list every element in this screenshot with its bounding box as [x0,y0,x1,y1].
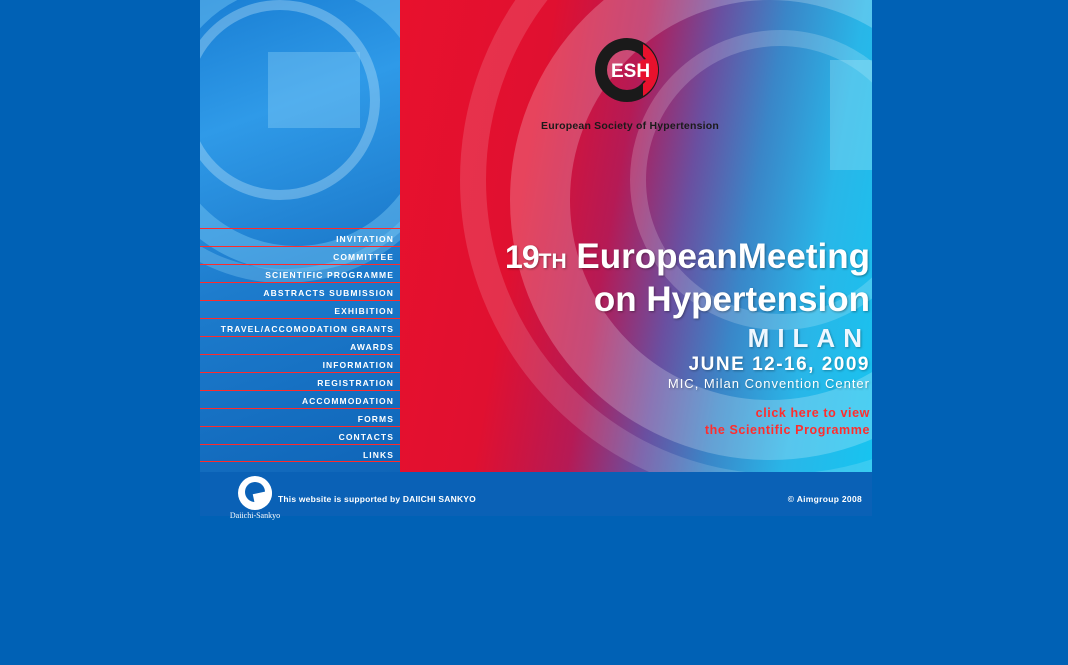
menu-item-label: AWARDS [350,342,394,352]
scientific-programme-link[interactable] [440,405,870,439]
menu-item-travel-accomodation-grants[interactable] [200,318,400,336]
menu-item-registration[interactable] [200,372,400,390]
hero-title-line2: on Hypertension [593,280,870,319]
hero-title-text1: EuropeanMeeting [576,237,870,276]
menu-item-label: FORMS [357,414,394,424]
website-panel [200,0,872,520]
menu-item-information[interactable] [200,354,400,372]
hero-venue: MIC, Milan Convention Center [667,376,870,391]
menu-item-invitation[interactable] [200,228,400,246]
edition-suffix: TH [538,250,567,273]
menu-item-links[interactable] [200,444,400,462]
menu-item-label: LINKS [363,450,394,460]
main-menu [200,228,400,462]
svg-text:ESH: ESH [611,61,651,82]
menu-item-exhibition[interactable] [200,300,400,318]
copyright-text: © Aimgroup 2008 [787,494,862,504]
menu-item-label: CONTACTS [338,432,394,442]
menu-item-label: TRAVEL/ACCOMODATION GRANTS [220,324,394,334]
menu-item-label: ACCOMMODATION [301,396,394,406]
menu-item-label: INVITATION [336,234,394,244]
footer-bar [200,472,872,520]
menu-item-label: SCIENTIFIC PROGRAMME [265,270,394,280]
menu-item-abstracts-submission[interactable] [200,282,400,300]
hero-dates: JUNE 12-16, 2009 [688,354,870,375]
daiichi-sankyo-icon [238,476,272,510]
menu-item-label: REGISTRATION [317,378,394,388]
menu-item-accommodation[interactable] [200,390,400,408]
hero-decorative-square [830,60,872,170]
menu-item-label: COMMITTEE [333,252,394,262]
esh-logo[interactable] [500,30,760,132]
menu-item-scientific-programme[interactable] [200,264,400,282]
sponsor-name-label: Daiichi-Sankyo [229,511,281,520]
cta-line1: click here to view [755,406,870,420]
esh-logo-caption: European Society of Hypertension [541,120,719,132]
support-text: This website is supported by DAIICHI SANKYO [278,494,476,504]
hero-title-line1 [440,238,870,281]
menu-item-forms[interactable] [200,408,400,426]
esh-logo-icon [575,30,685,110]
hero-headline [440,238,880,439]
menu-item-label: EXHIBITION [334,306,394,316]
menu-item-contacts[interactable] [200,426,400,444]
menu-item-label: ABSTRACTS SUBMISSION [263,288,394,298]
decorative-square [268,52,360,128]
hero-city: MILAN [747,323,870,353]
menu-item-committee[interactable] [200,246,400,264]
menu-item-awards[interactable] [200,336,400,354]
edition-number: 19 [505,239,539,275]
cta-line2: the Scientific Programme [704,423,870,437]
menu-item-label: INFORMATION [322,360,394,370]
